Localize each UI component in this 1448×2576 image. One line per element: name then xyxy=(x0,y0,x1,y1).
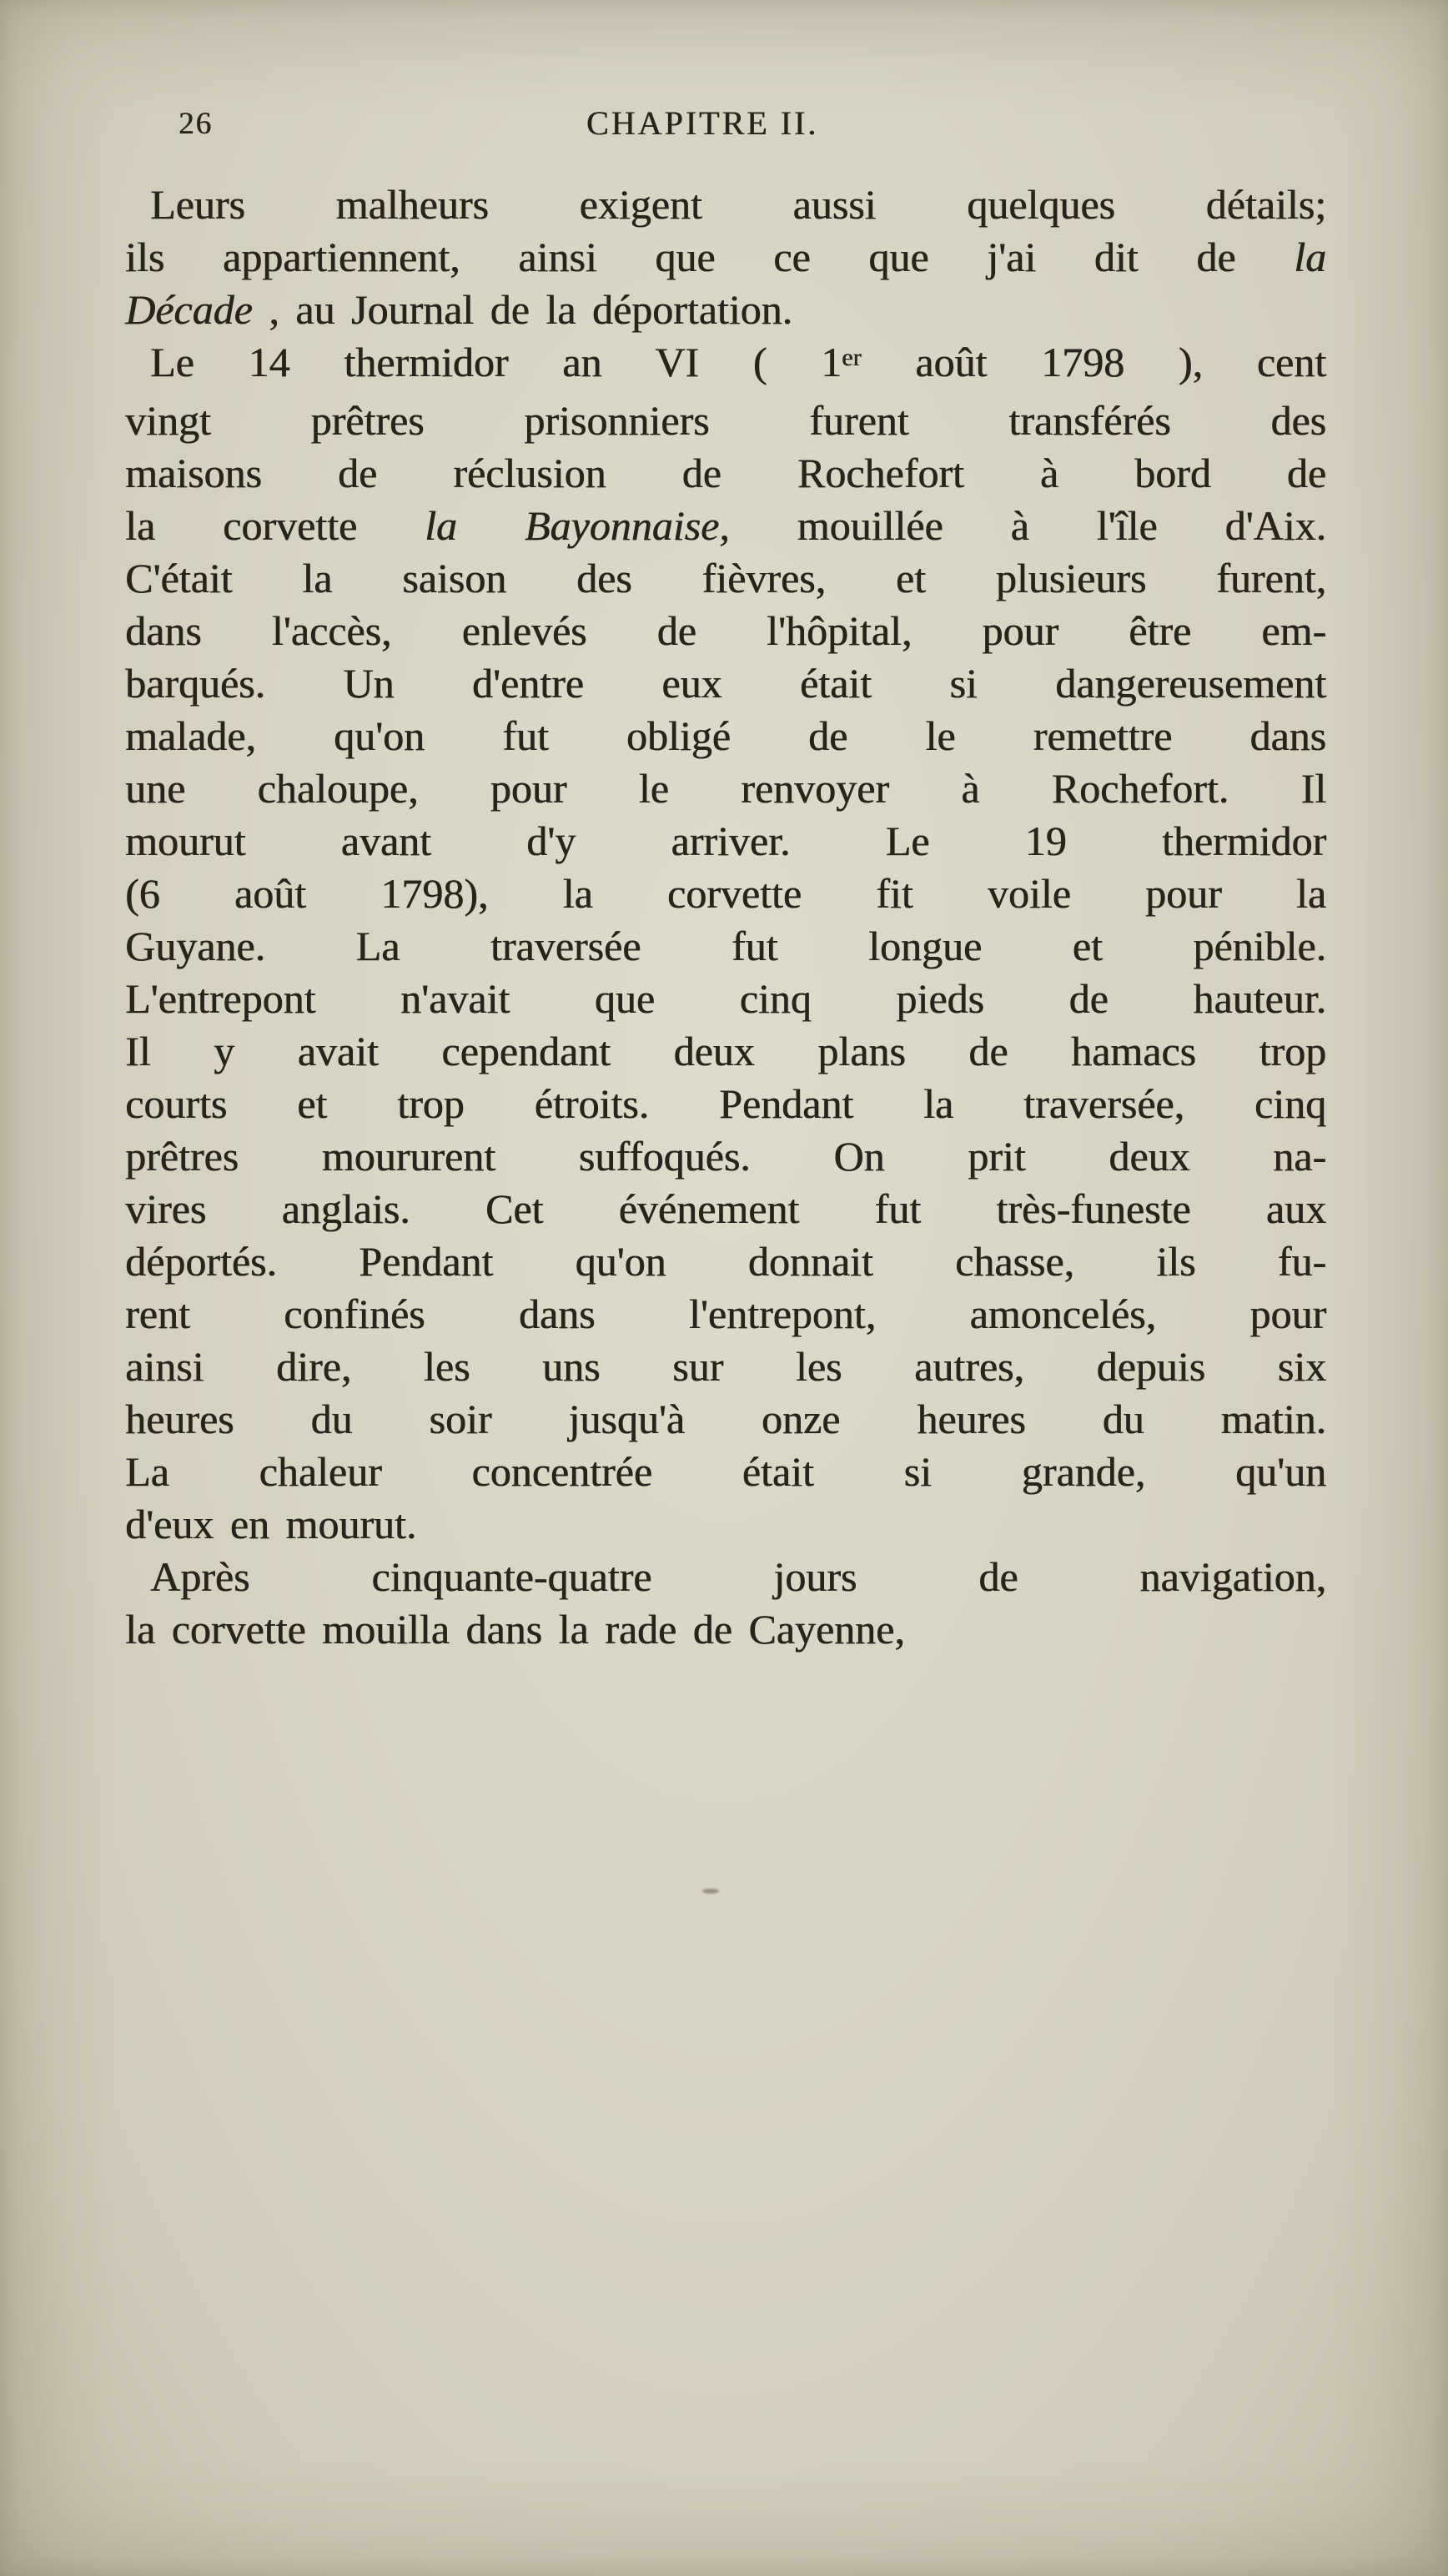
text-line: Leurs malheurs exigent aussi quelques détails; xyxy=(150,181,1326,228)
text-line: vingt prêtres prisonniers furent transférés des xyxy=(125,397,1326,444)
text-line: Après cinquante-quatre jours de navigation, xyxy=(150,1553,1326,1600)
text-line: ainsi dire, les uns sur les autres, depuis six xyxy=(125,1343,1326,1390)
text-line: la corvette mouilla dans la rade de Cayenne, xyxy=(125,1606,905,1653)
text-line: L'entrepont n'avait que cinq pieds de hauteur. xyxy=(125,975,1326,1022)
text-line: C'était la saison des fièvres, et plusieurs furent, xyxy=(125,555,1326,601)
text-line: La chaleur concentrée était si grande, qu'un xyxy=(125,1448,1326,1495)
paragraph xyxy=(125,336,1326,1551)
paragraph xyxy=(125,179,1326,336)
text-line: heures du soir jusqu'à onze heures du matin. xyxy=(125,1396,1326,1442)
text-line: une chaloupe, pour le renvoyer à Rochefort. Il xyxy=(125,765,1326,812)
text-line: barqués. Un d'entre eux était si dangereusement xyxy=(125,660,1326,707)
text-line: dans l'accès, enlevés de l'hôpital, pour être em- xyxy=(125,607,1326,654)
page-number: 26 xyxy=(178,107,213,141)
text-line: d'eux en mourut. xyxy=(125,1501,417,1547)
page-body xyxy=(125,179,1326,1656)
text-line: prêtres moururent suffoqués. On prit deux na- xyxy=(125,1133,1326,1180)
text-line: mourut avant d'y arriver. Le 19 thermidor xyxy=(125,818,1326,864)
text-line: déportés. Pendant qu'on donnait chasse, ils fu- xyxy=(125,1238,1326,1285)
printer-mark xyxy=(702,1889,719,1894)
text-line: (6 août 1798), la corvette fit voile pour la xyxy=(125,870,1326,917)
page-header xyxy=(125,103,1326,157)
text-line: Le 14 thermidor an VI ( 1er août 1798 ), cent xyxy=(150,339,1326,385)
text-line: la corvette la Bayonnaise, mouillée à l'île d'Aix. xyxy=(125,502,1326,549)
paragraph xyxy=(125,1551,1326,1656)
text-line: Décade , au Journal de la déportation. xyxy=(125,286,793,333)
text-line: malade, qu'on fut obligé de le remettre dans xyxy=(125,712,1326,759)
text-line: Guyane. La traversée fut longue et pénible. xyxy=(125,923,1326,969)
text-line: courts et trop étroits. Pendant la traversée, cinq xyxy=(125,1080,1326,1127)
text-line: rent confinés dans l'entrepont, amoncelés, pour xyxy=(125,1291,1326,1337)
chapter-title: CHAPITRE II. xyxy=(586,104,819,142)
text-line: Il y avait cependant deux plans de hamacs trop xyxy=(125,1028,1326,1074)
text-line: ils appartiennent, ainsi que ce que j'ai dit de la xyxy=(125,234,1326,280)
text-line: vires anglais. Cet événement fut très-funeste aux xyxy=(125,1185,1326,1232)
text-line: maisons de réclusion de Rochefort à bord de xyxy=(125,450,1326,496)
